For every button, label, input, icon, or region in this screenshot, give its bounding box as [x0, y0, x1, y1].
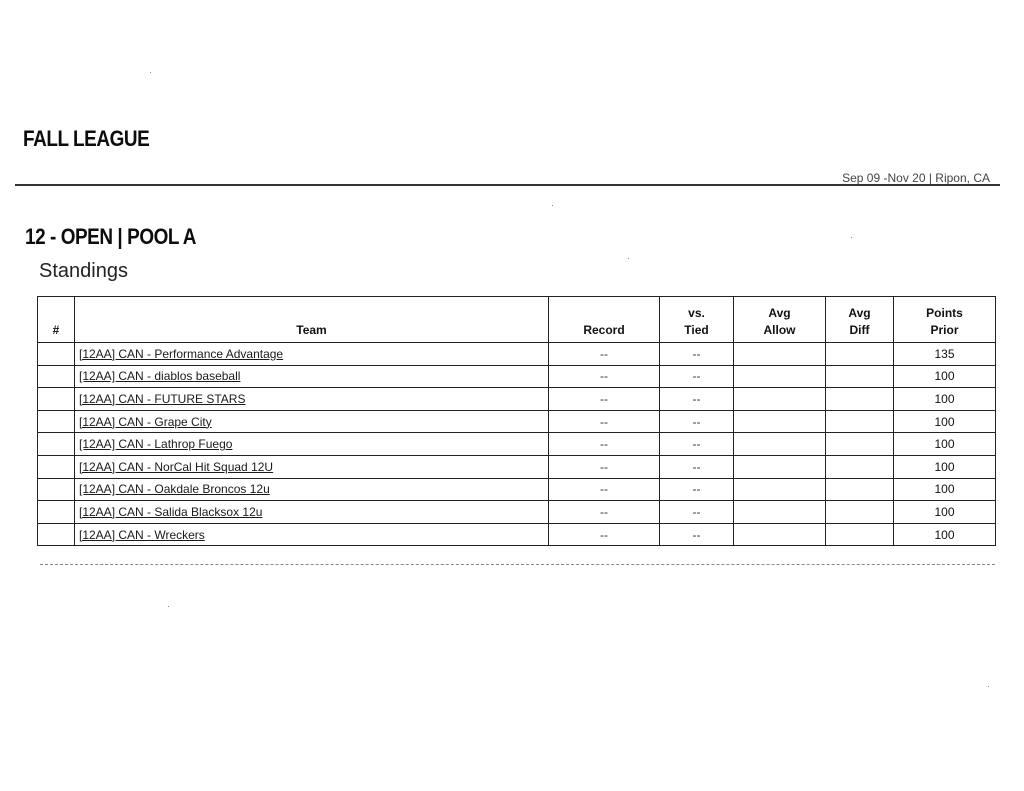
team-link[interactable]: [12AA] CAN - Grape City	[79, 414, 212, 429]
avg-allow-cell	[734, 523, 826, 546]
vs-tied-cell: --	[660, 410, 734, 433]
rank-cell	[38, 410, 75, 433]
points-prior-cell: 100	[894, 523, 996, 546]
team-cell	[75, 523, 549, 546]
col-header-team: Team	[75, 297, 549, 343]
avg-diff-cell	[826, 523, 894, 546]
col-header-rank: #	[38, 297, 75, 343]
col-header-avg-diff: Avg Diff	[826, 297, 894, 343]
scan-speck	[988, 686, 989, 687]
team-cell	[75, 365, 549, 388]
avg-diff-cell	[826, 433, 894, 456]
avg-diff-cell	[826, 365, 894, 388]
points-prior-cell: 100	[894, 388, 996, 411]
team-cell	[75, 410, 549, 433]
avg-allow-cell	[734, 388, 826, 411]
team-link[interactable]: [12AA] CAN - Salida Blacksox 12u	[79, 504, 263, 519]
rank-cell	[38, 433, 75, 456]
team-cell	[75, 478, 549, 501]
vs-tied-cell: --	[660, 501, 734, 524]
vs-tied-cell: --	[660, 523, 734, 546]
record-cell: --	[549, 388, 660, 411]
avg-diff-cell	[826, 343, 894, 366]
avg-diff-cell	[826, 410, 894, 433]
col-header-record: Record	[549, 297, 660, 343]
record-cell: --	[549, 410, 660, 433]
rank-cell	[38, 478, 75, 501]
table-row	[38, 523, 996, 546]
points-prior-cell: 100	[894, 501, 996, 524]
points-prior-cell: 100	[894, 433, 996, 456]
points-prior-cell: 100	[894, 478, 996, 501]
rank-cell	[38, 343, 75, 366]
points-prior-cell: 135	[894, 343, 996, 366]
points-prior-cell: 100	[894, 455, 996, 478]
table-row	[38, 388, 996, 411]
rank-cell	[38, 388, 75, 411]
col-header-avg-allow: Avg Allow	[734, 297, 826, 343]
standings-heading: Standings	[39, 260, 128, 282]
team-cell	[75, 501, 549, 524]
header-divider	[15, 184, 1000, 186]
record-cell: --	[549, 478, 660, 501]
team-link[interactable]: [12AA] CAN - diablos baseball	[79, 369, 241, 384]
avg-allow-cell	[734, 433, 826, 456]
vs-tied-cell: --	[660, 365, 734, 388]
scan-speck	[851, 237, 852, 238]
avg-allow-cell	[734, 455, 826, 478]
team-link[interactable]: [12AA] CAN - Oakdale Broncos 12u	[79, 482, 270, 497]
team-link[interactable]: [12AA] CAN - Performance Advantage	[79, 346, 284, 361]
rank-cell	[38, 455, 75, 478]
team-cell	[75, 433, 549, 456]
col-header-vs-tied: vs. Tied	[660, 297, 734, 343]
avg-allow-cell	[734, 478, 826, 501]
avg-allow-cell	[734, 501, 826, 524]
avg-diff-cell	[826, 388, 894, 411]
avg-diff-cell	[826, 455, 894, 478]
avg-allow-cell	[734, 410, 826, 433]
scan-speck	[150, 72, 151, 73]
scan-speck	[628, 258, 629, 259]
league-title: FALL LEAGUE	[23, 126, 150, 151]
standings-header-row	[38, 297, 996, 343]
rank-cell	[38, 523, 75, 546]
table-row	[38, 501, 996, 524]
record-cell: --	[549, 433, 660, 456]
event-meta: Sep 09 -Nov 20 | Ripon, CA	[842, 171, 990, 185]
standings-table	[37, 296, 996, 546]
table-row	[38, 410, 996, 433]
record-cell: --	[549, 455, 660, 478]
team-link[interactable]: [12AA] CAN - FUTURE STARS	[79, 391, 246, 406]
table-row	[38, 433, 996, 456]
table-row	[38, 455, 996, 478]
record-cell: --	[549, 343, 660, 366]
team-link[interactable]: [12AA] CAN - NorCal Hit Squad 12U	[79, 459, 274, 474]
record-cell: --	[549, 501, 660, 524]
table-row	[38, 365, 996, 388]
team-link[interactable]: [12AA] CAN - Wreckers	[79, 527, 205, 542]
rank-cell	[38, 365, 75, 388]
avg-allow-cell	[734, 365, 826, 388]
scan-speck	[168, 606, 169, 607]
avg-diff-cell	[826, 501, 894, 524]
record-cell: --	[549, 365, 660, 388]
vs-tied-cell: --	[660, 388, 734, 411]
points-prior-cell: 100	[894, 410, 996, 433]
table-row	[38, 343, 996, 366]
team-cell	[75, 343, 549, 366]
vs-tied-cell: --	[660, 455, 734, 478]
vs-tied-cell: --	[660, 433, 734, 456]
team-cell	[75, 455, 549, 478]
vs-tied-cell: --	[660, 478, 734, 501]
record-cell: --	[549, 523, 660, 546]
rank-cell	[38, 501, 75, 524]
scan-speck	[552, 205, 553, 206]
avg-allow-cell	[734, 343, 826, 366]
table-row	[38, 478, 996, 501]
pool-title: 12 - OPEN | POOL A	[25, 224, 197, 249]
points-prior-cell: 100	[894, 365, 996, 388]
vs-tied-cell: --	[660, 343, 734, 366]
col-header-points-prior: Points Prior	[894, 297, 996, 343]
team-link[interactable]: [12AA] CAN - Lathrop Fuego	[79, 437, 233, 452]
team-cell	[75, 388, 549, 411]
footer-divider	[40, 564, 995, 565]
avg-diff-cell	[826, 478, 894, 501]
